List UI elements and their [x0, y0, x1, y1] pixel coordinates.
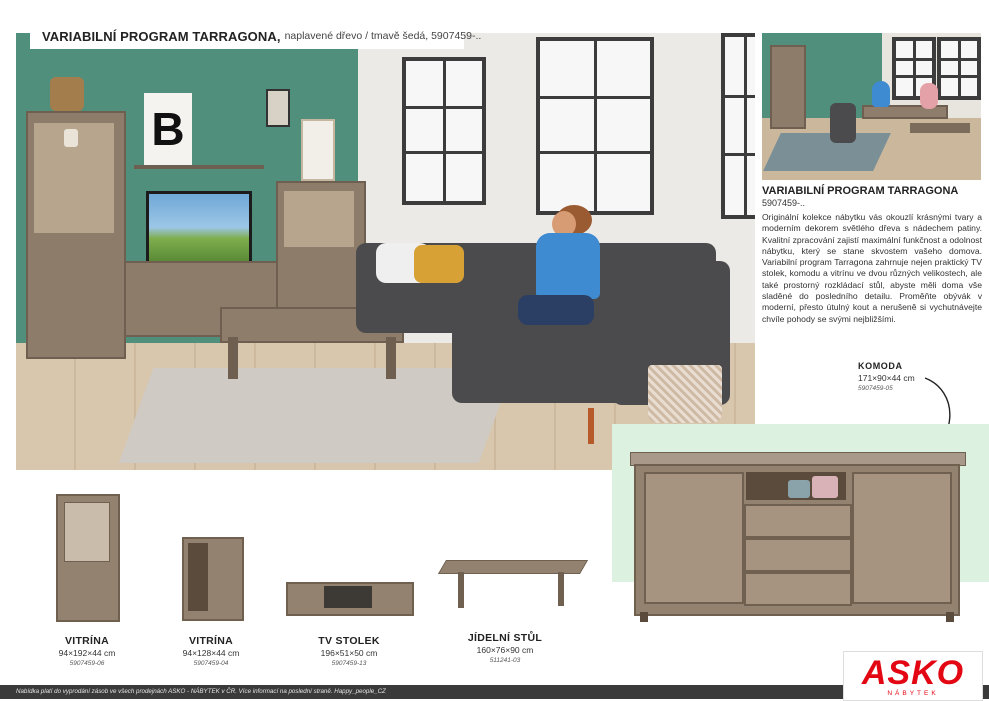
dining-table-leg: [558, 572, 564, 606]
item-code: 511241-03: [489, 657, 521, 664]
dining-bench: [910, 123, 970, 133]
tv-stand-image: [286, 582, 414, 616]
letter-poster: B: [144, 93, 192, 165]
sideboard-left-door: [644, 472, 744, 604]
sofa-chaise: [452, 321, 636, 403]
sideboard-drawer: [744, 504, 852, 538]
item-dims: 196×51×50 cm: [320, 648, 378, 658]
sideboard-right-door: [852, 472, 952, 604]
sideboard-foot: [640, 612, 648, 622]
asko-logo[interactable]: [843, 651, 983, 701]
yellow-cushion: [414, 245, 464, 283]
logo-word: ASKO: [861, 653, 965, 692]
wall-shelf: [134, 165, 264, 169]
item-name: JÍDELNÍ STŮL: [467, 632, 543, 644]
item-dims: 94×128×44 cm: [182, 648, 240, 658]
page-subtitle: naplavené dřevo / tmavě šedá, 5907459-..: [284, 30, 482, 42]
window-center: [536, 37, 654, 215]
item-dims: 94×192×44 cm: [58, 648, 116, 658]
item-name: VITRÍNA: [64, 635, 110, 647]
wall-frame: [266, 89, 290, 127]
vitrina-open-shelf: [188, 543, 208, 611]
product-title: VARIABILNÍ PROGRAM TARRAGONA: [762, 185, 959, 197]
girl-body: [536, 233, 600, 299]
tv-stand-compartments: [324, 586, 372, 608]
page-header: [30, 23, 482, 49]
sideboard-drawer: [744, 572, 852, 606]
dining-table-leg: [458, 572, 464, 608]
dining-carpet: [763, 133, 891, 171]
window-right: [721, 33, 755, 219]
storage-box: [788, 480, 810, 498]
product-code: 5907459-..: [762, 198, 806, 208]
hero-living-room-photo: [16, 33, 755, 470]
dining-chair: [830, 103, 856, 143]
featured-code: 5907459-05: [858, 385, 893, 392]
featured-name: KOMODA: [858, 361, 903, 371]
item-code: 5907459-06: [69, 660, 105, 667]
product-description: Originální kolekce nábytku vás okouzlí krásnými tvary a moderním dekorem světlého dřeva s nádechem patiny. Kvalitní zpracování zajistí maximální funkčnost a odolnost nábytku, který se stane skvostem vašeho domova. Variabilní program Tarragona zahrnuje nejen praktický TV stolek, komodu a vitrínu ve dvou různých velikostech, ale také prostorný rozkládací stůl, abyste měli doma vše sladěné do posledního detailu. Proměňte obývák v moderní, přesto útulný kout a nerušeně si vychutnávejte chvíle pohody se svými nejbližšími.: [762, 212, 982, 324]
item-name: TV STOLEK: [318, 635, 380, 647]
dining-display-cabinet: [770, 45, 806, 129]
featured-dims: 171×90×44 cm: [858, 373, 915, 383]
item-dims: 160×76×90 cm: [476, 645, 534, 655]
tall-display-cabinet: [26, 111, 126, 359]
girl-legs: [518, 295, 594, 325]
sideboard-drawer: [744, 538, 852, 572]
dining-room-photo: [762, 33, 981, 180]
logo-sub: NÁBYTEK: [887, 689, 939, 697]
vitrina-tall-image: [56, 494, 120, 622]
wicker-basket: [50, 77, 84, 111]
sideboard-foot: [946, 612, 954, 622]
item-name: VITRÍNA: [188, 635, 234, 647]
person: [920, 83, 938, 109]
storage-box: [812, 476, 838, 498]
television: [146, 191, 252, 271]
item-code: 5907459-04: [193, 660, 229, 667]
footer-text: Nabídka platí do vyprodání zásob ve všech prodejnách ASKO - NÁBYTEK v ČR. Více informací na poslední straně. Happy_people_CZ: [16, 688, 386, 695]
sofa-leg: [588, 408, 594, 444]
page-title: VARIABILNÍ PROGRAM TARRAGONA,: [42, 28, 281, 44]
sideboard-image: [630, 452, 964, 622]
vase: [64, 129, 78, 147]
coffee-table-leg: [386, 337, 396, 379]
wicker-laundry-basket: [648, 365, 722, 423]
person: [872, 81, 890, 107]
vitrina-small-image: [182, 537, 244, 621]
window-left: [402, 57, 486, 205]
item-code: 5907459-13: [331, 660, 367, 667]
vitrina-glass: [64, 502, 110, 562]
dining-window: [937, 37, 981, 100]
small-cabinet-shelves: [284, 191, 354, 247]
wall-mirror: [301, 119, 335, 181]
coffee-table-leg: [228, 337, 238, 379]
